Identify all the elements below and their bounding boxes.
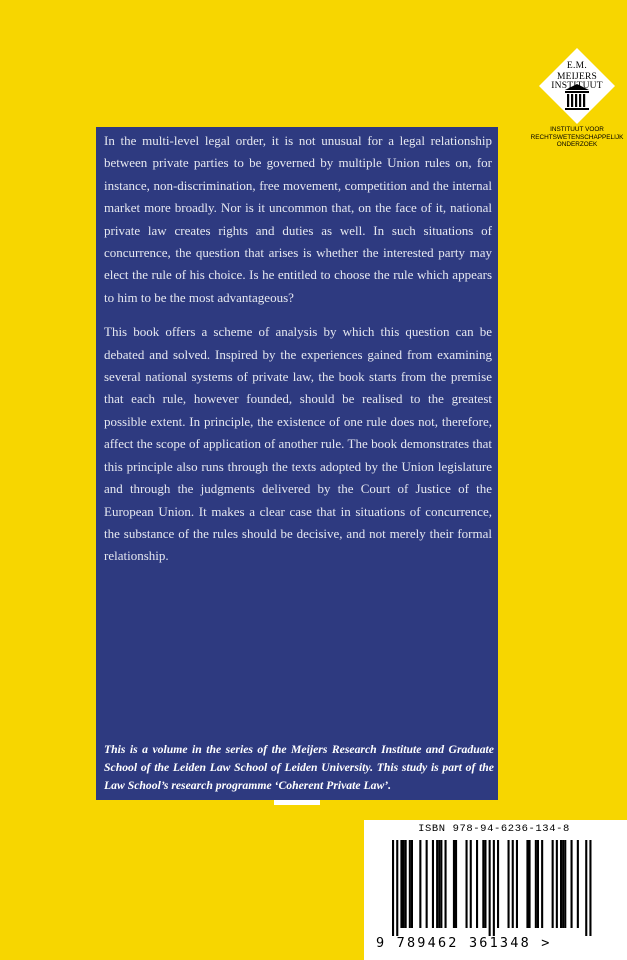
blurb-paragraph-1: In the multi-level legal order, it is not unusual for a legal relationship between private parties to be governed by multiple Union rules on, for instance, non-discrimination, free movement, competition and the internal market more broadly. Nor is it uncommon that, on the face of it, national private law creates rights and duties as well. In such situations of concurrence, the question that arises is whether the interested party may elect the rule of his choice. Is he entitled to choose the rule which appears to him to be the most advantageous?: [104, 133, 492, 305]
barcode-bar: [392, 840, 394, 936]
barcode-bar: [577, 840, 579, 928]
barcode-bar: [556, 840, 558, 928]
barcode-bar: [571, 840, 573, 928]
barcode-bar: [564, 840, 566, 928]
barcode-bar: [405, 840, 407, 928]
barcode-bar: [419, 840, 421, 928]
barcode-bar: [482, 840, 484, 928]
barcode-bar: [436, 840, 438, 928]
barcode-bar: [537, 840, 539, 928]
barcode-bar: [484, 840, 486, 928]
barcode-bar: [476, 840, 478, 928]
barcode-bar: [497, 840, 499, 928]
barcode-bar: [403, 840, 405, 928]
barcode-bar: [516, 840, 518, 928]
barcode-bar: [440, 840, 442, 928]
logo-name-line1: E.M.: [566, 61, 588, 71]
barcode-bar: [541, 840, 543, 928]
barcode-bar: [529, 840, 531, 928]
panel-tab: [274, 800, 320, 805]
barcode-bar: [512, 840, 514, 928]
meijers-institute-logo: [527, 38, 627, 158]
barcode-bar: [562, 840, 564, 928]
barcode-bar: [426, 840, 428, 928]
barcode-bar: [409, 840, 411, 928]
series-note: This is a volume in the series of the Meijers Research Institute and Graduate School of the Leiden Law School of Leiden University. This study is part of the Law School’s research programme ‘Coherent Private Law’.: [104, 743, 494, 792]
barcode-bar: [526, 840, 528, 928]
barcode-bar: [400, 840, 402, 928]
barcode-bar: [445, 840, 447, 928]
barcode-bar: [493, 840, 495, 936]
barcode-bar: [508, 840, 510, 928]
barcode-bar: [453, 840, 455, 928]
blurb-text: [104, 130, 492, 580]
logo-name-line2: MEIJERS INSTITUUT: [551, 72, 603, 91]
logo-subtitle: INSTITUUT VOOR RECHTSWETENSCHAPPELIJK ONDERZOEK: [530, 126, 624, 148]
barcode-bar: [411, 840, 413, 928]
barcode-digits: 9 789462 361348 >: [376, 935, 552, 951]
barcode-bar: [589, 840, 591, 936]
barcode-bar: [438, 840, 440, 928]
barcode-bar: [396, 840, 398, 936]
barcode-bar: [535, 840, 537, 928]
blurb-paragraph-2: This book offers a scheme of analysis by which this question can be debated and solved. Inspired by the experiences gained from examining several national systems of private law, the book starts from the premise that each rule, however founded, should be realised to the greatest possible extent. In principle, the existence of one rule does not, therefore, affect the scope of application of another rule. The book demonstrates that this principle also runs through the texts adopted by the Union legislature and through the judgments delivered by the Court of Justice of the European Union. It makes a clear case that in situations of concurrence, the substance of the rules should be decisive, and not merely their formal relationship.: [104, 324, 492, 564]
barcode-bar: [560, 840, 562, 928]
isbn-label: ISBN 978-94-6236-134-8: [418, 823, 570, 835]
barcode-bars: [380, 840, 602, 936]
barcode-bar: [470, 840, 472, 928]
barcode-bar: [489, 840, 491, 936]
barcode-bar: [466, 840, 468, 928]
barcode-bar: [585, 840, 587, 936]
barcode-bar: [552, 840, 554, 928]
barcode-bar: [432, 840, 434, 928]
barcode-bar: [455, 840, 457, 928]
